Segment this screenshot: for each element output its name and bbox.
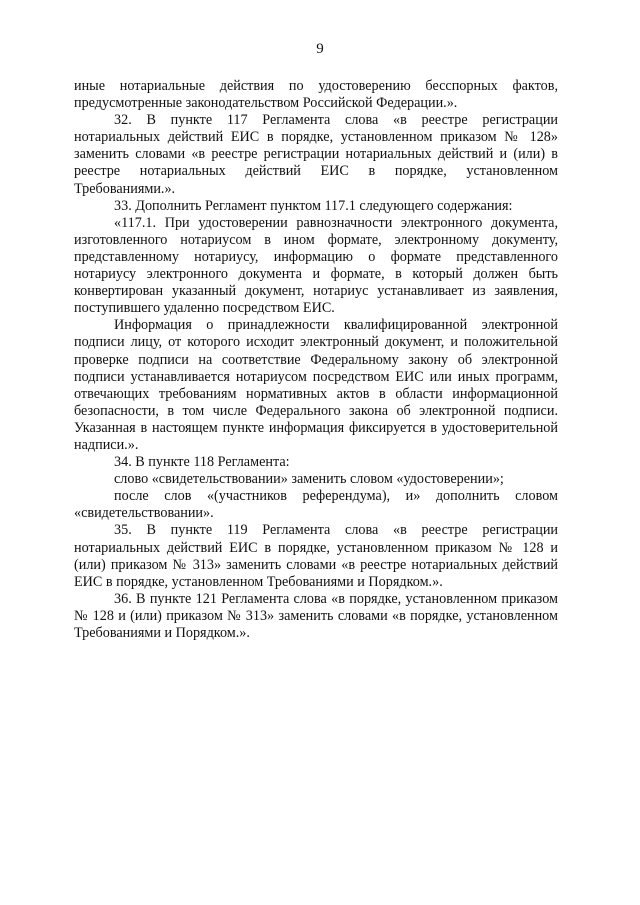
paragraph-item-36: 36. В пункте 121 Регламента слова «в порядке, установленном приказом № 128 и (или) приказом № 313» заменить словами «в порядке, установленном Требованиями и Порядком.». (74, 590, 558, 641)
document-body (74, 78, 558, 642)
paragraph-continuation: иные нотариальные действия по удостоверению бесспорных фактов, предусмотренные законодательством Российской Федерации.». (74, 78, 558, 112)
paragraph-item-35: 35. В пункте 119 Регламента слова «в реестре регистрации нотариальных действий ЕИС в порядке, установленном приказом № 128 и (или) приказом № 313» заменить словами «в реестре нотариальных действий ЕИС в порядке, установленном Требованиями и Порядком.». (74, 522, 558, 590)
paragraph-item-117-1: «117.1. При удостоверении равнозначности электронного документа, изготовленного нотариусом в ином формате, электронному документу, представленному нотариусу, информацию о формате представленного нотариусу электронного документа и формате, в который должен быть конвертирован указанный документ, нотариус устанавливает из заявления, поступившего удаленно посредством ЕИС. (74, 214, 558, 317)
paragraph-item-34-replace: слово «свидетельствовании» заменить словом «удостоверении»; (114, 471, 504, 488)
paragraph-item-33: 33. Дополнить Регламент пунктом 117.1 следующего содержания: (114, 197, 513, 214)
page-number: 9 (316, 41, 324, 57)
paragraph-item-32: 32. В пункте 117 Регламента слова «в реестре регистрации нотариальных действий ЕИС в порядке, установленном приказом № 128» заменить словами «в реестре регистрации нотариальных действий и (или) в реестре нотариальных действий ЕИС в порядке, установленном Требованиями.». (74, 112, 558, 197)
paragraph-item-34-append: после слов «(участников референдума), и» дополнить словом «свидетельствовании». (74, 488, 558, 522)
paragraph-signature-info: Информация о принадлежности квалифицированной электронной подписи лицу, от которого исходит электронный документ, и положительной проверке подписи на соответствие Федеральному закону об электронной подписи устанавливается нотариусом посредством ЕИС или иных программ, отвечающих требованиям нормативных актов в области информационной безопасности, в том числе Федерального закона об электронной подписи. Указанная в настоящем пункте информация фиксируется в удостоверительной надписи.». (74, 317, 558, 453)
paragraph-item-34: 34. В пункте 118 Регламента: (114, 454, 290, 471)
